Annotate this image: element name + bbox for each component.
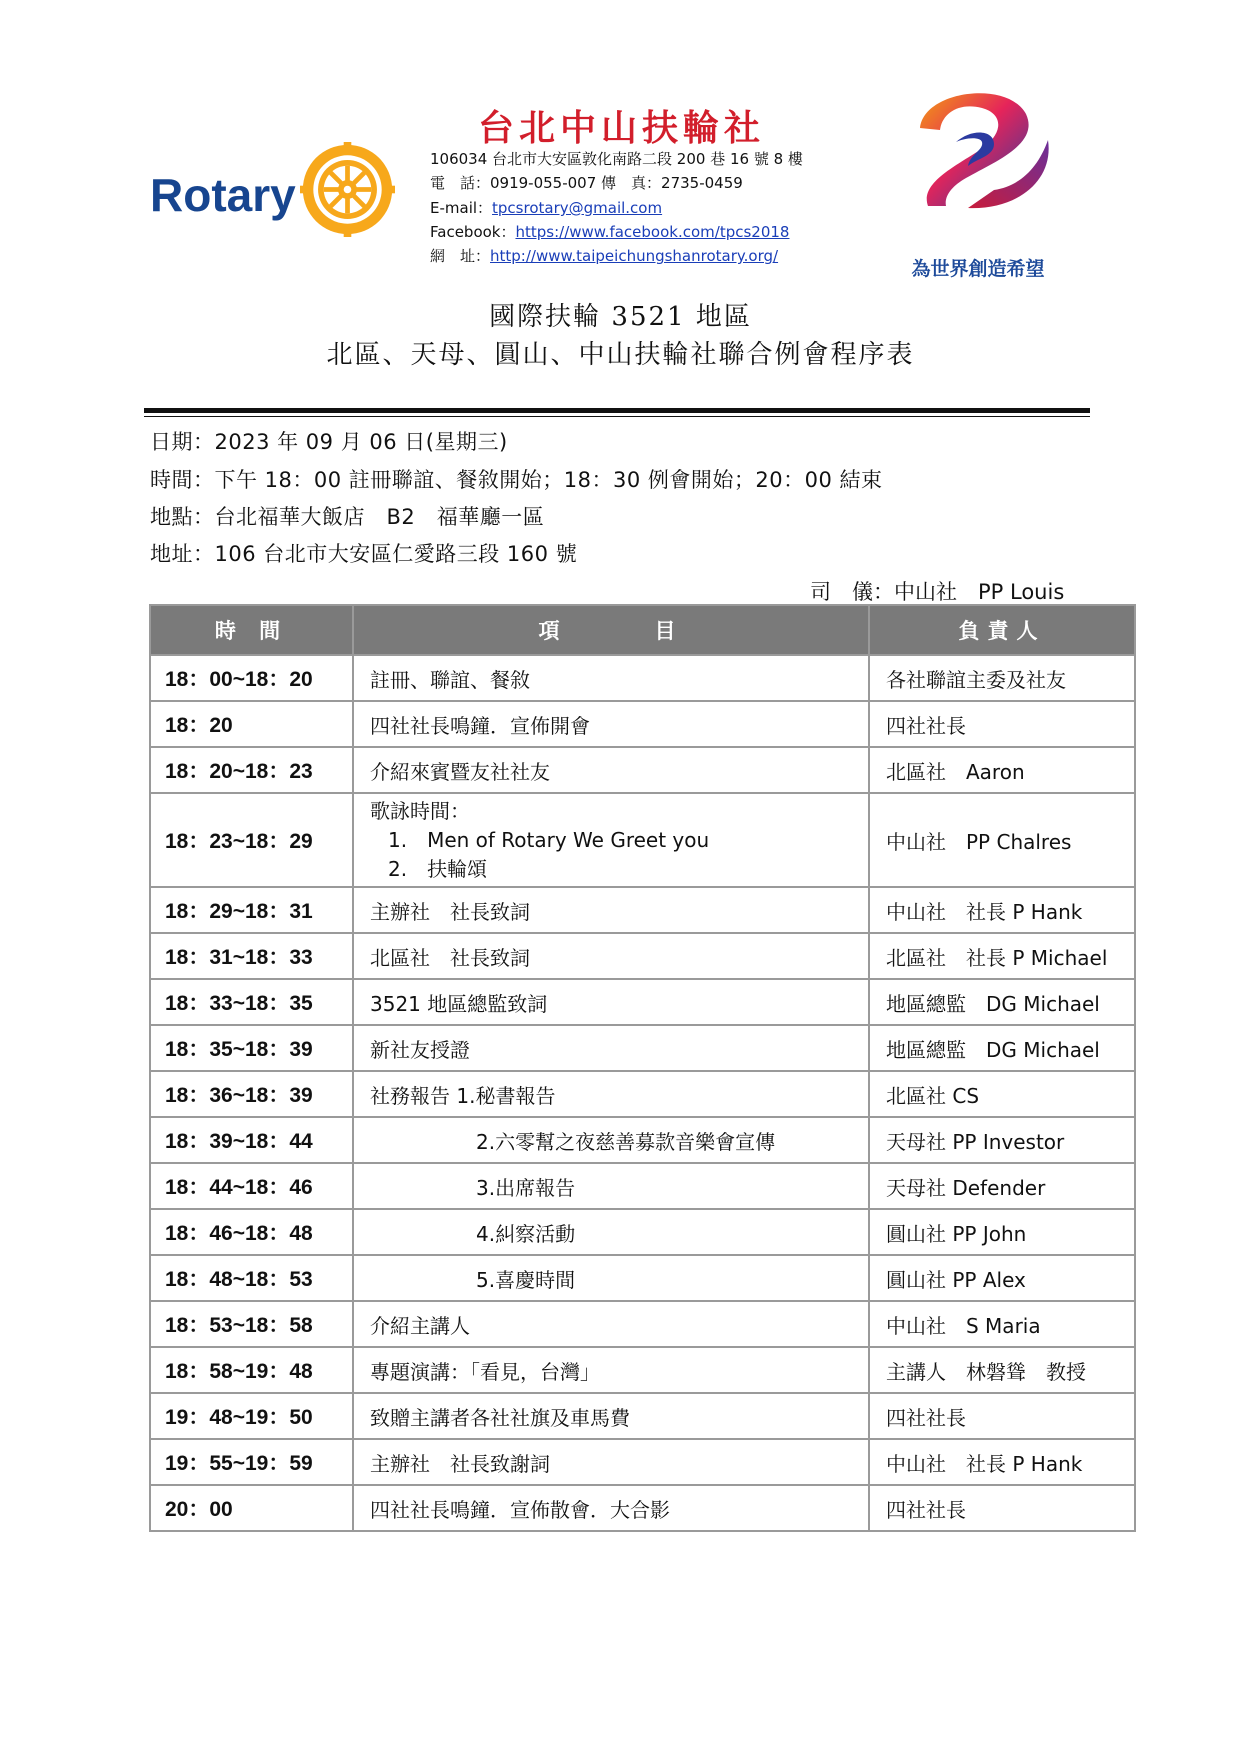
row-time: 18：00~18：20	[150, 655, 353, 701]
meeting-time: 時間：下午 18：00 註冊聯誼、餐敘開始；18：30 例會開始；20：00 結束	[150, 468, 883, 492]
email-label: E-mail：	[430, 199, 493, 217]
row-owner: 北區社 Aaron	[869, 747, 1135, 793]
row-item: 社務報告 1.秘書報告	[353, 1071, 869, 1117]
row-owner: 地區總監 DG Michael	[869, 1025, 1135, 1071]
column-header-owner: 負責人	[869, 605, 1135, 655]
club-website-line	[430, 244, 778, 268]
row-owner: 主講人 林磐聳 教授	[869, 1347, 1135, 1393]
table-row	[150, 1255, 1135, 1301]
facebook-link[interactable]: https://www.facebook.com/tpcs2018	[515, 223, 790, 241]
table-row	[150, 933, 1135, 979]
row-time: 18：29~18：31	[150, 887, 353, 933]
meeting-date: 日期：2023 年 09 月 06 日(星期三)	[150, 430, 508, 454]
table-row	[150, 1025, 1135, 1071]
row-owner: 各社聯誼主委及社友	[869, 655, 1135, 701]
row-item: 3521 地區總監致詞	[353, 979, 869, 1025]
row-owner: 中山社 S Maria	[869, 1301, 1135, 1347]
document-title-line2: 北區、天母、圓山、中山扶輪社聯合例會程序表	[326, 340, 915, 370]
row-item: 3.出席報告	[353, 1163, 869, 1209]
column-header-time: 時 間	[150, 605, 353, 655]
row-item: 致贈主講者各社社旗及車馬費	[353, 1393, 869, 1439]
table-row	[150, 1485, 1135, 1531]
row-time: 20：00	[150, 1485, 353, 1531]
table-row	[150, 1117, 1135, 1163]
row-owner: 圓山社 PP Alex	[869, 1255, 1135, 1301]
row-owner: 中山社 社長 P Hank	[869, 1439, 1135, 1485]
row-owner: 天母社 Defender	[869, 1163, 1135, 1209]
row-item: 4.糾察活動	[353, 1209, 869, 1255]
email-link[interactable]: tpcsrotary@gmail.com	[492, 199, 663, 217]
row-owner: 四社社長	[869, 1393, 1135, 1439]
table-row	[150, 701, 1135, 747]
website-label: 網 址：	[430, 247, 491, 265]
row-owner: 四社社長	[869, 1485, 1135, 1531]
row-owner: 圓山社 PP John	[869, 1209, 1135, 1255]
row-time: 18：20	[150, 701, 353, 747]
row-item: 四社社長鳴鐘．宣佈散會．大合影	[353, 1485, 869, 1531]
row-item: 介紹主講人	[353, 1301, 869, 1347]
table-row	[150, 747, 1135, 793]
facebook-label: Facebook：	[430, 223, 516, 241]
row-time: 18：39~18：44	[150, 1117, 353, 1163]
schedule-table	[149, 604, 1136, 1532]
table-row	[150, 1209, 1135, 1255]
table-row	[150, 793, 1135, 887]
row-owner: 四社社長	[869, 701, 1135, 747]
meeting-place: 地點：台北福華大飯店 B2 福華廳一區	[150, 505, 545, 529]
row-item: 5.喜慶時間	[353, 1255, 869, 1301]
song-heading: 歌詠時間：	[370, 798, 470, 823]
table-row	[150, 1347, 1135, 1393]
row-time: 18：44~18：46	[150, 1163, 353, 1209]
row-item: 介紹來賓暨友社社友	[353, 747, 869, 793]
club-address: 106034 台北市大安區敦化南路二段 200 巷 16 號 8 樓	[430, 150, 803, 168]
title-divider-thin	[144, 416, 1090, 417]
row-owner: 天母社 PP Investor	[869, 1117, 1135, 1163]
rotary-wordmark: Rotary	[150, 169, 296, 221]
row-time: 18：31~18：33	[150, 933, 353, 979]
row-time: 18：33~18：35	[150, 979, 353, 1025]
row-time: 18：35~18：39	[150, 1025, 353, 1071]
row-owner: 地區總監 DG Michael	[869, 979, 1135, 1025]
club-email-line	[430, 196, 662, 220]
club-phone: 電 話：0919-055-007 傳 真：2735-0459	[430, 174, 743, 192]
meeting-host: 司 儀：中山社 PP Louis	[810, 580, 1065, 604]
title-divider	[144, 408, 1090, 413]
table-row	[150, 979, 1135, 1025]
row-time: 18：20~18：23	[150, 747, 353, 793]
row-item	[353, 793, 869, 887]
imagine-hope-logo	[898, 84, 1058, 214]
row-owner: 中山社 PP Chalres	[869, 793, 1135, 887]
table-row	[150, 1301, 1135, 1347]
row-item: 新社友授證	[353, 1025, 869, 1071]
table-row	[150, 1439, 1135, 1485]
row-item: 四社社長鳴鐘．宣佈開會	[353, 701, 869, 747]
row-time: 19：55~19：59	[150, 1439, 353, 1485]
rotary-wheel-icon	[300, 142, 395, 237]
row-time: 18：36~18：39	[150, 1071, 353, 1117]
table-row	[150, 1393, 1135, 1439]
club-name: 台北中山扶輪社	[478, 107, 766, 149]
website-link[interactable]: http://www.taipeichungshanrotary.org/	[490, 247, 779, 265]
row-item: 2.六零幫之夜慈善募款音樂會宣傳	[353, 1117, 869, 1163]
table-row	[150, 655, 1135, 701]
row-time: 18：53~18：58	[150, 1301, 353, 1347]
song-item-2: 2. 扶輪頌	[388, 856, 488, 881]
row-owner: 中山社 社長 P Hank	[869, 887, 1135, 933]
hope-caption: 為世界創造希望	[911, 258, 1045, 280]
row-time: 19：48~19：50	[150, 1393, 353, 1439]
row-time: 18：23~18：29	[150, 793, 353, 887]
row-item: 專題演講：「看見，台灣」	[353, 1347, 869, 1393]
meeting-address: 地址：106 台北市大安區仁愛路三段 160 號	[150, 542, 578, 566]
row-item: 主辦社 社長致詞	[353, 887, 869, 933]
table-row	[150, 1163, 1135, 1209]
table-header-row	[150, 605, 1135, 655]
club-facebook-line	[430, 220, 789, 244]
row-item: 註冊、聯誼、餐敘	[353, 655, 869, 701]
row-owner: 北區社 社長 P Michael	[869, 933, 1135, 979]
document-title-line1: 國際扶輪 3521 地區	[489, 302, 752, 332]
rotary-logo	[150, 142, 400, 242]
row-time: 18：58~19：48	[150, 1347, 353, 1393]
song-item-1: 1. Men of Rotary We Greet you	[388, 827, 710, 852]
table-row	[150, 1071, 1135, 1117]
row-item: 北區社 社長致詞	[353, 933, 869, 979]
row-time: 18：46~18：48	[150, 1209, 353, 1255]
column-header-item: 項 目	[353, 605, 869, 655]
row-item: 主辦社 社長致謝詞	[353, 1439, 869, 1485]
row-owner: 北區社 CS	[869, 1071, 1135, 1117]
row-time: 18：48~18：53	[150, 1255, 353, 1301]
table-row	[150, 887, 1135, 933]
